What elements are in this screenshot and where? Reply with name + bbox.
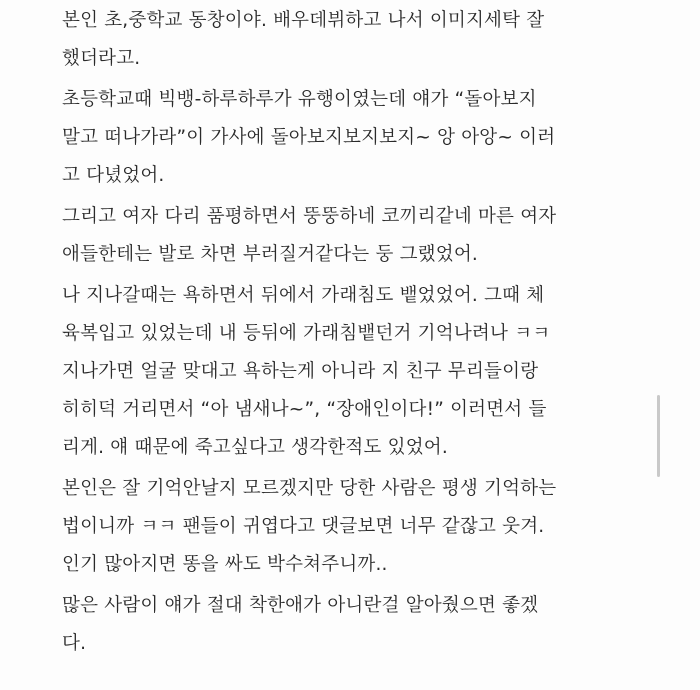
text-line: 지나가면 얼굴 맞대고 욕하는게 아니라 지 친구 무리들이랑 [62, 361, 539, 382]
text-line: 리게. 얘 때문에 죽고싶다고 생각한적도 있었어. [62, 437, 448, 458]
text-line: 본인 초,중학교 동창이야. 배우데뷔하고 나서 이미지세탁 잘 [62, 10, 545, 31]
paragraph-1 [62, 2, 652, 78]
paragraph-2 [62, 81, 652, 195]
text-line: 본인은 잘 기억안날지 모르겠지만 당한 사람은 평생 기억하는 [62, 478, 557, 499]
text-line: 초등학교때 빅뱅-하루하루가 유행이였는데 얘가 “돌아보지 [62, 89, 537, 110]
text-line: 육복입고 있었는데 내 등뒤에 가래침뱉던거 기억나려나 ㅋㅋ [62, 323, 551, 344]
text-line: 했더라고. [62, 48, 141, 69]
text-line: 고 다녔었어. [62, 165, 165, 186]
text-line: 다. [62, 633, 87, 654]
text-line: 나 지나갈때는 욕하면서 뒤에서 가래침도 뱉었었어. 그때 체 [62, 285, 545, 306]
text-line: 말고 떠나가라”이 가사에 돌아보지보지보지~ 앙 아앙~ 이러 [62, 127, 556, 148]
paragraph-6 [62, 587, 652, 663]
text-line: 법이니까 ㅋㅋ 팬들이 귀엽다고 댓글보면 너무 같잖고 웃겨. [62, 516, 545, 537]
text-line: 그리고 여자 다리 품평하면서 뚱뚱하네 코끼리같네 마른 여자 [62, 206, 557, 227]
scrollbar[interactable] [657, 395, 660, 477]
paragraph-4 [62, 277, 652, 467]
text-line: 많은 사람이 얘가 절대 착한애가 아니란걸 알아줬으면 좋겠 [62, 595, 539, 616]
post-body [62, 2, 652, 663]
paragraph-5 [62, 470, 652, 584]
paragraph-3 [62, 198, 652, 274]
text-line: 히히덕 거리면서 “아 냄새나~”, “장애인이다!” 이러면서 들 [62, 399, 547, 420]
text-line: 인기 많아지면 똥을 싸도 박수쳐주니까.. [62, 554, 388, 575]
text-line: 애들한테는 발로 차면 부러질거같다는 둥 그랬었어. [62, 244, 478, 265]
